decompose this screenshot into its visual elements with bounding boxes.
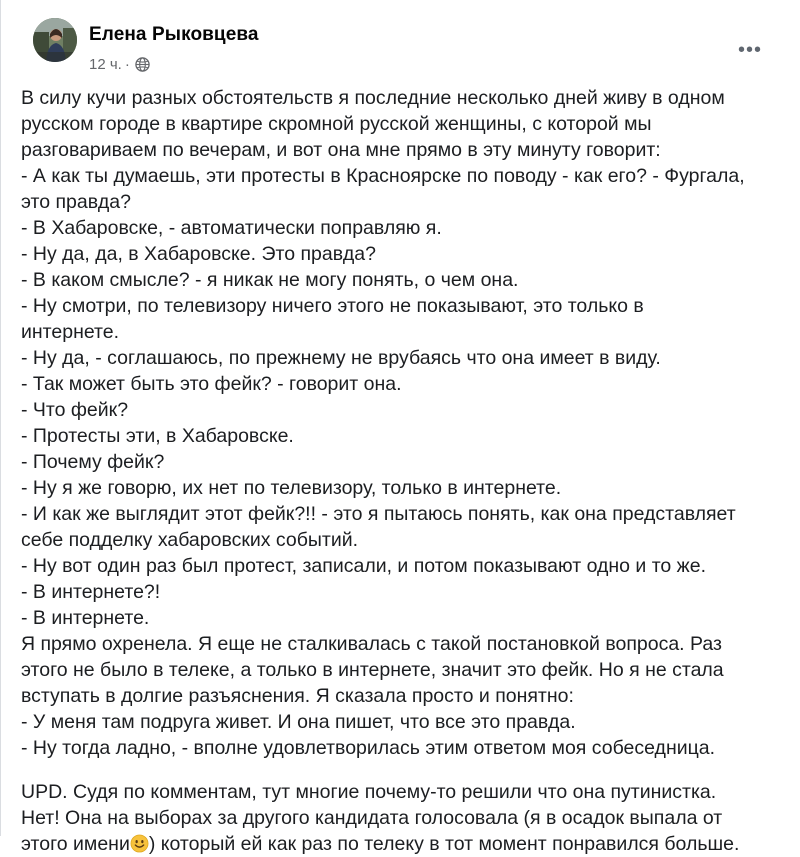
globe-icon [135, 57, 150, 72]
meta-separator: · [124, 56, 130, 73]
post-line: - В Хабаровске, - автоматически поправляю я. [21, 217, 442, 239]
smiling-face-emoji-icon [130, 834, 149, 853]
post-line: интернете. [21, 321, 120, 343]
post-line: Я прямо охренела. Я еще не сталкивалась с такой постановкой вопроса. Раз [21, 633, 722, 655]
post-line: - Почему фейк? [21, 451, 165, 473]
post-line: - Ну тогда ладно, - вполне удовлетворилась этим ответом моя собеседница. [21, 737, 716, 759]
author-avatar[interactable] [33, 18, 77, 62]
post-text-update [21, 779, 800, 831]
post-line-last-end: ) который ей как раз по телеку в тот момент понравился больше. [148, 833, 740, 855]
post-line: - А как ты думаешь, эти протесты в Красноярске по поводу - как его? - Фургала, [21, 165, 745, 187]
post-line: себе подделку хабаровских событий. [21, 529, 359, 551]
post-text-main [21, 85, 800, 761]
post-line: - У меня там подруга живет. И она пишет, что все это правда. [21, 711, 576, 733]
post-timestamp[interactable]: 12 ч. [89, 56, 122, 73]
post-line: - Что фейк? [21, 399, 129, 421]
post-line: русском городе в квартире скромной русской женщины, с которой мы [21, 113, 652, 135]
post-line: это правда? [21, 191, 131, 213]
post-line: этого не было в телеке, а только в интернете, значит это фейк. Но я не стала [21, 659, 724, 681]
post-line: - В каком смысле? - я никак не могу понять, о чем она. [21, 269, 519, 291]
post-text [21, 85, 800, 857]
post-line-last-start: этого имени [21, 833, 130, 855]
post-line: - Ну смотри, по телевизору ничего этого не показывают, это только в [21, 295, 644, 317]
post-line: UPD. Судя по комментам, тут многие почему-то решили что она путинистка. [21, 781, 717, 803]
paragraph-spacer [21, 761, 800, 779]
post-line: - В интернете?! [21, 581, 161, 603]
post-line: - Так может быть это фейк? - говорит она. [21, 373, 402, 395]
post-line: вступать в долгие разъяснения. Я сказала просто и понятно: [21, 685, 574, 707]
post-line: - Ну да, - соглашаюсь, по прежнему не врубаясь что она имеет в виду. [21, 347, 661, 369]
post-line: - В интернете. [21, 607, 150, 629]
more-options-button[interactable]: ••• [737, 39, 762, 61]
post-line: - Ну я же говорю, их нет по телевизору, только в интернете. [21, 477, 562, 499]
post-line: Нет! Она на выборах за другого кандидата голосовала (я в осадок выпала от [21, 807, 723, 829]
author-name[interactable]: Елена Рыковцева [89, 24, 259, 45]
post-line: разговариваем по вечерам, и вот она мне прямо в эту минуту говорит: [21, 139, 661, 161]
post-line: В силу кучи разных обстоятельств я последние несколько дней живу в одном [21, 87, 725, 109]
post-header [33, 18, 800, 80]
post-line-last [21, 831, 800, 857]
post-line: - Ну да, да, в Хабаровске. Это правда? [21, 243, 376, 265]
post-meta [89, 56, 150, 73]
post-line: - И как же выглядит этот фейк?!! - это я пытаюсь понять, как она представляет [21, 503, 736, 525]
post-line: - Ну вот один раз был протест, записали, и потом показывают одно и то же. [21, 555, 706, 577]
post-line: - Протесты эти, в Хабаровске. [21, 425, 294, 447]
